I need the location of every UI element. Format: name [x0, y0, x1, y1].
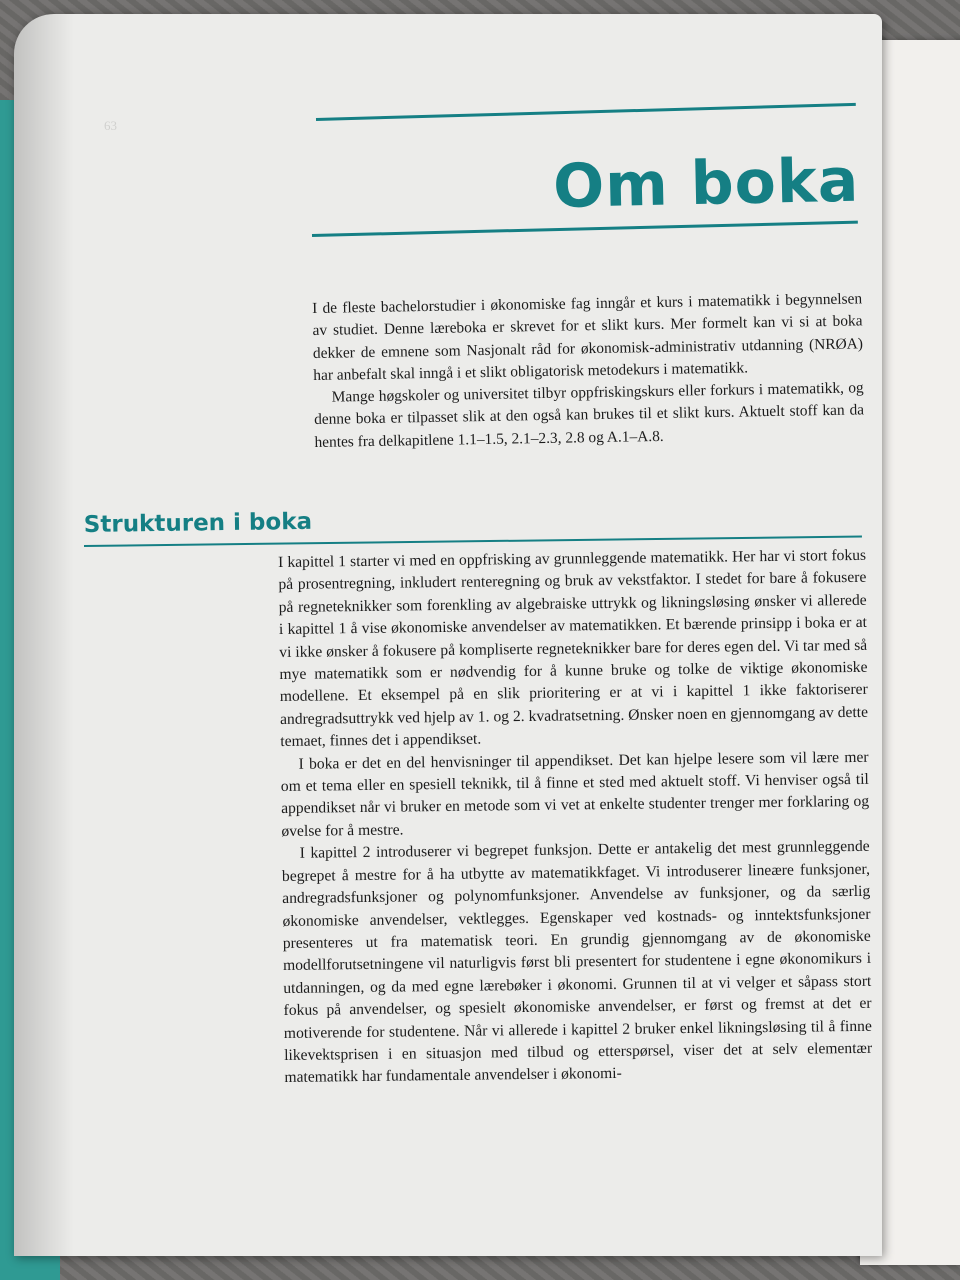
book-page	[14, 14, 882, 1256]
body-paragraph: I boka er det en del henvisninger til appendikset. Det kan hjelpe lesere som vil lære mer om et tema eller en spesiell teknikk, til å finne et sted med aktuelt stoff. Vi henviser også til appendikset når vi bruker en metode som vi vet at enkelte studenter trenger mer forklaring og øvelse for å mestre.	[280, 748, 870, 840]
section-heading: Strukturen i boka	[83, 508, 313, 538]
body-paragraph: I kapittel 1 starter vi med en oppfrisking av grunnleggende matematikk. Her har vi stort fokus på prosentregning, inkludert renteregning og bruk av vekstfaktor. I stedet for bare å fokusere på regneteknikker som forenkling av algebraiske uttrykk og likningsløsing ønsker vi allerede i kapittel 1 å vise økonomiske anvendelser av matematikken. Et bærende prinsipp i boka er at vi ikke ønsker å fokusere på kompliserte regneteknikker bare for deres egen del. Vi tar med så mye matematikk som er nødvendig for å kunne bruke og tolke de viktige økonomiske modellene. Et eksempel på en slik prioritering er at vi i kapittel 1 ikke faktoriserer andregradsuttrykk ved hjelp av 1. og 2. kvadratsetning. Ønsker noen en gjennomgang av dette temaet, finnes det i appendikset.	[278, 546, 869, 751]
intro-text	[312, 288, 865, 454]
title-rule-top	[316, 103, 856, 121]
body-text	[278, 545, 873, 1090]
show-through-page-number: 63	[104, 118, 117, 133]
intro-paragraph: Mange høgskoler og universitet tilbyr oppfriskingskurs eller forkurs i matematikk, og denne boka er tilpasset slik at den også kan brukes til et slikt kurs. Aktuelt stoff kan da hentes fra delkapitlene 1.1–1.5, 2.1–2.3, 2.8 og A.1–A.8.	[313, 379, 865, 451]
section-rule	[84, 535, 862, 547]
intro-paragraph: I de fleste bachelorstudier i økonomiske fag inngår et kurs i matematikk i begynnelsen av studiet. Denne læreboka er skrevet for et slikt kurs. Mer formelt kan vi si at boka dekker de emnene som Nasjonalt råd for økonomisk-administrativ utdanning (NRØA) har anbefalt skal inngå i et slikt obligatorisk metodekurs i matematikk.	[312, 290, 864, 384]
title-rule-bottom	[312, 221, 858, 237]
page-title: Om boka	[552, 145, 860, 222]
body-paragraph: I kapittel 2 introduserer vi begrepet funksjon. Dette er antakelig det mest grunnleggende begrepet å mestre for å ha utbytte av matematikkfaget. Vi introduserer lineære funksjoner, andregradsfunksjoner og polynomfunksjoner. Anvendelse av funksjoner, og da særlig økonomiske anvendelser, vektlegges. Egenskaper ved kostnads- og inntektsfunksjoner presenteres ut fra matematisk teori. En grundig gjennomgang av de økonomiske modellforutsetningene vil naturligvis først bli presentert for studentene i egne økonomikurs i utdanningen, og da med egne lærebøker i økonomi. Grunnen til at vi velger et såpass stort fokus på anvendelser, og spesielt økonomiske anvendelser, er først og fremst at det er motiverende for studentene. Når vi allerede i kapittel 2 bruker enkel likningsløsing til å finne likevektsprisen i en situasjon med tilbud og etterspørsel, viser det at selv elementær matematikk har fundamentale anvendelser i økonomi-	[281, 838, 873, 1087]
